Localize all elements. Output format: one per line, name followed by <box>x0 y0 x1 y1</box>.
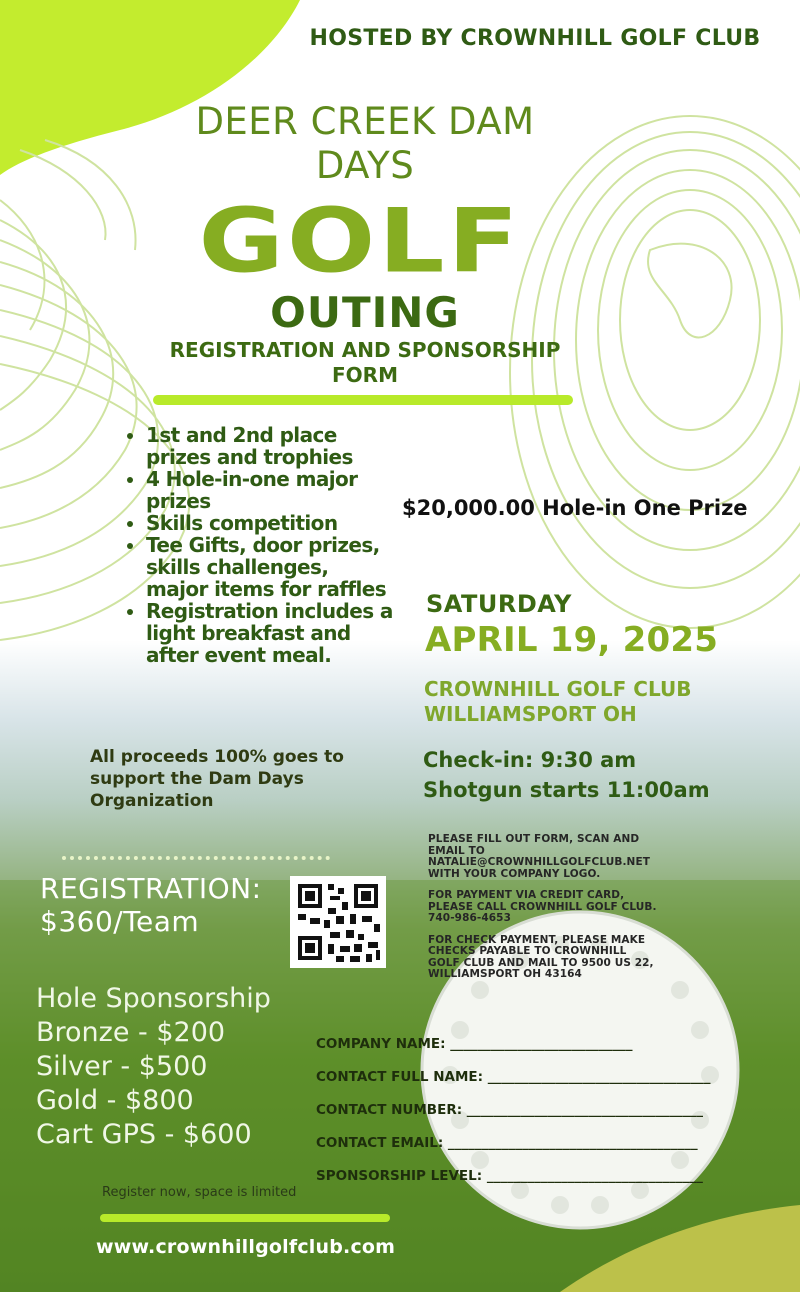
registration-price: $360/Team <box>40 905 200 938</box>
contact-name-field[interactable]: CONTACT FULL NAME: _________________________________ <box>316 1069 711 1085</box>
email-address[interactable]: NATALIE@CROWNHILLGOLFCLUB.NET <box>428 856 650 868</box>
footer-divider <box>100 1214 390 1222</box>
company-name-field[interactable]: COMPANY NAME: ___________________________ <box>316 1036 633 1052</box>
golf-heading: GOLF <box>198 189 522 293</box>
event-title-line1: DEER CREEK DAM <box>195 100 535 143</box>
tier-silver: Silver - $500 <box>36 1051 208 1082</box>
list-item: • 1st and 2nd place prizes and trophies <box>146 424 396 468</box>
shotgun-time: Shotgun starts 11:00am <box>423 778 710 802</box>
list-item: • Skills competition <box>146 512 396 534</box>
phone-number[interactable]: 740-986-4653 <box>428 912 511 924</box>
register-now-note: Register now, space is limited <box>102 1185 297 1200</box>
highlights-list <box>122 424 396 666</box>
qr-code-icon[interactable] <box>290 876 386 968</box>
hole-in-one-prize: $20,000.00 Hole-in One Prize <box>402 496 748 520</box>
email-instructions: PLEASE FILL OUT FORM, SCAN AND EMAIL TO NATALIE@CROWNHILLGOLFCLUB.NET WITH YOUR COMPANY LOGO. <box>428 834 678 880</box>
event-title <box>150 100 580 188</box>
list-item: • 4 Hole-in-one major prizes <box>146 468 396 512</box>
submission-instructions <box>428 834 678 991</box>
proceeds-note: All proceeds 100% goes to support the Dam Days Organization <box>90 747 344 811</box>
tier-bronze: Bronze - $200 <box>36 1017 226 1048</box>
event-day: SATURDAY <box>426 590 572 618</box>
checkin-time: Check-in: 9:30 am <box>423 748 637 772</box>
list-item: • Tee Gifts, door prizes, skills challenges, major items for raffles <box>146 534 396 600</box>
event-date: APRIL 19, 2025 <box>425 620 719 660</box>
qr-code-graphic <box>290 876 386 968</box>
venue-line1: CROWNHILL GOLF CLUB <box>424 677 692 701</box>
contact-number-field[interactable]: CONTACT NUMBER: ___________________________________ <box>316 1102 704 1118</box>
sponsorship-level-field[interactable]: SPONSORSHIP LEVEL: ________________________________ <box>316 1168 703 1184</box>
brush-divider <box>153 395 573 405</box>
outing-heading: OUTING <box>270 288 460 337</box>
contact-email-field[interactable]: CONTACT EMAIL: _____________________________________ <box>316 1135 698 1151</box>
registration-fee <box>40 872 262 938</box>
form-title <box>150 338 580 388</box>
credit-card-instructions: FOR PAYMENT VIA CREDIT CARD, PLEASE CALL CROWNHILL GOLF CLUB. 740-986-4653 <box>428 890 678 925</box>
list-item: • Registration includes a light breakfast and after event meal. <box>146 600 396 666</box>
dotted-divider <box>62 856 330 860</box>
form-title-line2: FORM <box>332 363 398 387</box>
tier-cart-gps: Cart GPS - $600 <box>36 1119 252 1150</box>
event-title-line2: DAYS <box>315 144 415 187</box>
website-link[interactable]: www.crownhillgolfclub.com <box>96 1236 396 1258</box>
form-title-line1: REGISTRATION AND SPONSORSHIP <box>169 338 561 362</box>
sponsor-form-fields <box>316 1028 756 1193</box>
sponsorship-heading: Hole Sponsorship <box>36 983 271 1014</box>
event-times <box>423 745 710 805</box>
check-instructions: FOR CHECK PAYMENT, PLEASE MAKE CHECKS PAYABLE TO CROWNHILL GOLF CLUB AND MAIL TO 9500 US 22, WILLIAMSPORT OH 43164 <box>428 933 654 980</box>
sponsorship-tiers <box>36 982 271 1152</box>
registration-label: REGISTRATION: <box>40 872 262 905</box>
tier-gold: Gold - $800 <box>36 1085 194 1116</box>
hosted-by: HOSTED BY CROWNHILL GOLF CLUB <box>309 26 761 51</box>
venue-line2: WILLIAMSPORT OH <box>424 702 637 726</box>
event-venue <box>424 677 692 727</box>
